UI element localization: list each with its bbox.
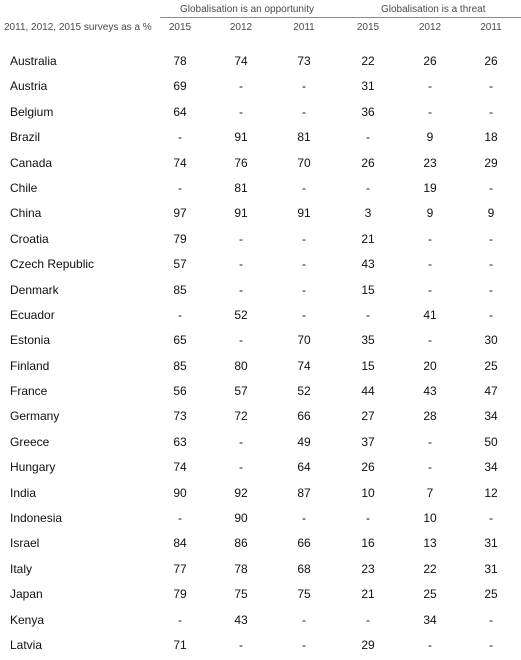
opportunity-2012-cell: - bbox=[239, 637, 243, 652]
threat-2012-cell: - bbox=[428, 79, 432, 94]
opportunity-2012-cell: 72 bbox=[234, 409, 248, 424]
opportunity-2015-cell: 84 bbox=[173, 536, 187, 551]
opportunity-2011-cell: 73 bbox=[297, 54, 311, 68]
country-name: Kenya bbox=[10, 612, 45, 627]
opportunity-2011-cell: - bbox=[302, 231, 306, 246]
table-row bbox=[0, 123, 521, 148]
threat-2012-cell: 22 bbox=[423, 561, 437, 576]
threat-2011-cell: 9 bbox=[487, 206, 495, 221]
threat-2012-cell: 26 bbox=[423, 54, 437, 68]
country-name: Hungary bbox=[10, 460, 56, 475]
threat-2015-cell: 35 bbox=[361, 333, 375, 348]
country-name: Czech Republic bbox=[10, 257, 95, 272]
threat-2012-cell: 19 bbox=[423, 180, 437, 195]
threat-2015-cell: 29 bbox=[361, 637, 375, 652]
opportunity-2015-cell: - bbox=[178, 511, 182, 526]
threat-2015-cell: 15 bbox=[361, 282, 375, 297]
survey-note: 2011, 2012, 2015 surveys as a % bbox=[4, 22, 152, 33]
opportunity-2012-cell: - bbox=[239, 104, 243, 119]
opportunity-2011-cell: - bbox=[302, 104, 306, 119]
opportunity-2012-cell: 90 bbox=[234, 511, 248, 526]
opportunity-2011-cell: - bbox=[302, 511, 306, 526]
threat-2012-cell: 41 bbox=[423, 307, 437, 322]
table-row bbox=[0, 504, 521, 529]
opportunity-2011-cell: 74 bbox=[297, 358, 311, 373]
threat-2012-cell: - bbox=[428, 104, 432, 119]
country-name: Italy bbox=[10, 561, 33, 576]
opportunity-2012-cell: 74 bbox=[234, 54, 248, 68]
opportunity-2011-cell: 75 bbox=[297, 587, 311, 602]
table-row bbox=[0, 250, 521, 275]
country-name: Canada bbox=[10, 155, 53, 170]
threat-2015-cell: 23 bbox=[361, 561, 375, 576]
opportunity-2012-cell: - bbox=[239, 434, 243, 449]
threat-2012-cell: 10 bbox=[423, 511, 437, 526]
threat-2011-cell: 26 bbox=[484, 54, 498, 68]
table-row bbox=[0, 276, 521, 301]
opportunity-2012-cell: 91 bbox=[234, 130, 248, 145]
table-row bbox=[0, 98, 521, 123]
threat-2011-cell: - bbox=[489, 282, 493, 297]
opportunity-2015-cell: 57 bbox=[173, 257, 187, 272]
opportunity-2012-cell: - bbox=[239, 333, 243, 348]
opportunity-2011-cell: - bbox=[302, 307, 306, 322]
opportunity-2012-cell: 57 bbox=[234, 384, 248, 399]
country-name: Brazil bbox=[10, 130, 41, 145]
table-row bbox=[0, 606, 521, 631]
opportunity-2012-cell: 86 bbox=[234, 536, 248, 551]
table-row bbox=[0, 72, 521, 97]
threat-2012-cell: - bbox=[428, 333, 432, 348]
opportunity-2012-cell: 76 bbox=[234, 155, 248, 170]
threat-2015-cell: 16 bbox=[361, 536, 375, 551]
threat-2011-cell: - bbox=[489, 637, 493, 652]
year-header-threat-2012: 2012 bbox=[418, 22, 442, 33]
opportunity-2012-cell: 81 bbox=[234, 180, 248, 195]
table-row bbox=[0, 47, 521, 72]
opportunity-2012-cell: - bbox=[239, 282, 243, 297]
opportunity-2011-cell: 81 bbox=[297, 130, 311, 145]
threat-2015-cell: 27 bbox=[361, 409, 375, 424]
threat-2011-cell: - bbox=[489, 79, 493, 94]
threat-2011-cell: 18 bbox=[484, 130, 498, 145]
threat-2015-cell: - bbox=[366, 511, 370, 526]
threat-2011-cell: - bbox=[489, 104, 493, 119]
threat-2012-cell: 25 bbox=[423, 587, 437, 602]
threat-2012-cell: - bbox=[428, 460, 432, 475]
opportunity-2011-cell: 70 bbox=[297, 155, 311, 170]
country-name: Israel bbox=[10, 536, 40, 551]
opportunity-2011-cell: 49 bbox=[297, 434, 311, 449]
table-row bbox=[0, 428, 521, 453]
opportunity-2015-cell: - bbox=[178, 180, 182, 195]
opportunity-2015-cell: - bbox=[178, 130, 182, 145]
country-name: Denmark bbox=[10, 282, 59, 297]
threat-2011-cell: - bbox=[489, 257, 493, 272]
survey-table bbox=[0, 47, 521, 656]
threat-2015-cell: 44 bbox=[361, 384, 375, 399]
threat-2011-cell: - bbox=[489, 231, 493, 246]
opportunity-2015-cell: 73 bbox=[173, 409, 187, 424]
opportunity-2011-cell: - bbox=[302, 282, 306, 297]
table-row bbox=[0, 326, 521, 351]
threat-2012-cell: 28 bbox=[423, 409, 437, 424]
opportunity-2011-cell: - bbox=[302, 180, 306, 195]
opportunity-2015-cell: 77 bbox=[173, 561, 187, 576]
opportunity-2012-cell: 80 bbox=[234, 358, 248, 373]
threat-2015-cell: - bbox=[366, 130, 370, 145]
opportunity-2012-cell: - bbox=[239, 460, 243, 475]
threat-2011-cell: 47 bbox=[484, 384, 498, 399]
threat-2015-cell: 26 bbox=[361, 460, 375, 475]
threat-2011-cell: 25 bbox=[484, 587, 498, 602]
threat-2012-cell: 13 bbox=[423, 536, 437, 551]
country-name: Japan bbox=[10, 587, 43, 602]
opportunity-2015-cell: 90 bbox=[173, 485, 187, 500]
table-row bbox=[0, 479, 521, 504]
table-row bbox=[0, 199, 521, 224]
opportunity-2011-cell: 91 bbox=[297, 206, 311, 221]
opportunity-2015-cell: 65 bbox=[173, 333, 187, 348]
opportunity-2015-cell: 79 bbox=[173, 231, 187, 246]
table-row bbox=[0, 174, 521, 199]
opportunity-2015-cell: 74 bbox=[173, 460, 187, 475]
threat-2015-cell: 10 bbox=[361, 485, 375, 500]
opportunity-2012-cell: - bbox=[239, 257, 243, 272]
country-name: Germany bbox=[10, 409, 60, 424]
threat-2012-cell: - bbox=[428, 637, 432, 652]
country-name: Australia bbox=[10, 54, 57, 68]
country-name: Austria bbox=[10, 79, 48, 94]
table-row bbox=[0, 225, 521, 250]
opportunity-2012-cell: 91 bbox=[234, 206, 248, 221]
year-header-opportunity-2015: 2015 bbox=[168, 22, 192, 33]
opportunity-2011-cell: 52 bbox=[297, 384, 311, 399]
threat-2012-cell: 23 bbox=[423, 155, 437, 170]
threat-2012-cell: - bbox=[428, 434, 432, 449]
threat-2015-cell: - bbox=[366, 307, 370, 322]
threat-2015-cell: 26 bbox=[361, 155, 375, 170]
table-row bbox=[0, 402, 521, 427]
country-name: India bbox=[10, 485, 37, 500]
table-row bbox=[0, 529, 521, 554]
threat-2015-cell: 31 bbox=[361, 79, 375, 94]
country-name: Greece bbox=[10, 434, 50, 449]
opportunity-2015-cell: 63 bbox=[173, 434, 187, 449]
opportunity-2011-cell: 68 bbox=[297, 561, 311, 576]
threat-2015-cell: - bbox=[366, 180, 370, 195]
country-name: Finland bbox=[10, 358, 50, 373]
threat-2015-cell: 22 bbox=[361, 54, 375, 68]
country-name: China bbox=[10, 206, 42, 221]
country-name: Estonia bbox=[10, 333, 51, 348]
threat-2012-cell: 7 bbox=[426, 485, 434, 500]
threat-2015-cell: 3 bbox=[364, 206, 372, 221]
column-header-row bbox=[0, 22, 521, 36]
opportunity-2015-cell: 79 bbox=[173, 587, 187, 602]
opportunity-2015-cell: 85 bbox=[173, 282, 187, 297]
table-row bbox=[0, 377, 521, 402]
opportunity-2012-cell: 75 bbox=[234, 587, 248, 602]
opportunity-2015-cell: 74 bbox=[173, 155, 187, 170]
table-row bbox=[0, 453, 521, 478]
country-name: Chile bbox=[10, 180, 38, 195]
threat-2011-cell: 12 bbox=[484, 485, 498, 500]
threat-2011-cell: - bbox=[489, 612, 493, 627]
country-name: Croatia bbox=[10, 231, 49, 246]
opportunity-2011-cell: 87 bbox=[297, 485, 311, 500]
threat-2011-cell: 31 bbox=[484, 561, 498, 576]
opportunity-2015-cell: - bbox=[178, 307, 182, 322]
threat-2015-cell: 37 bbox=[361, 434, 375, 449]
opportunity-2011-cell: - bbox=[302, 612, 306, 627]
threat-2012-cell: 34 bbox=[423, 612, 437, 627]
threat-group-header: Globalisation is a threat bbox=[381, 4, 486, 15]
opportunity-2015-cell: 85 bbox=[173, 358, 187, 373]
opportunity-2015-cell: 69 bbox=[173, 79, 187, 94]
threat-2011-cell: - bbox=[489, 307, 493, 322]
opportunity-2012-cell: - bbox=[239, 231, 243, 246]
country-name: Latvia bbox=[10, 637, 43, 652]
threat-2011-cell: 30 bbox=[484, 333, 498, 348]
threat-2012-cell: 9 bbox=[426, 206, 434, 221]
threat-2015-cell: 21 bbox=[361, 587, 375, 602]
table-row bbox=[0, 631, 521, 656]
threat-2011-cell: 34 bbox=[484, 460, 498, 475]
threat-2015-cell: 21 bbox=[361, 231, 375, 246]
threat-2012-cell: - bbox=[428, 257, 432, 272]
opportunity-2011-cell: 66 bbox=[297, 536, 311, 551]
opportunity-2015-cell: 71 bbox=[173, 637, 187, 652]
opportunity-2012-cell: 43 bbox=[234, 612, 248, 627]
table-row bbox=[0, 352, 521, 377]
threat-2015-cell: 36 bbox=[361, 104, 375, 119]
opportunity-2011-cell: 70 bbox=[297, 333, 311, 348]
opportunity-2012-cell: 92 bbox=[234, 485, 248, 500]
threat-2012-cell: 43 bbox=[423, 384, 437, 399]
country-name: Ecuador bbox=[10, 307, 55, 322]
opportunity-2011-cell: - bbox=[302, 79, 306, 94]
opportunity-2012-cell: 78 bbox=[234, 561, 248, 576]
threat-2011-cell: 29 bbox=[484, 155, 498, 170]
opportunity-2015-cell: 78 bbox=[173, 54, 187, 68]
opportunity-group-header: Globalisation is an opportunity bbox=[180, 4, 314, 15]
opportunity-2015-cell: 64 bbox=[173, 104, 187, 119]
opportunity-2012-cell: - bbox=[239, 79, 243, 94]
opportunity-2015-cell: 56 bbox=[173, 384, 187, 399]
threat-2011-cell: - bbox=[489, 180, 493, 195]
table-row bbox=[0, 555, 521, 580]
year-header-opportunity-2012: 2012 bbox=[229, 22, 253, 33]
threat-2011-cell: - bbox=[489, 511, 493, 526]
opportunity-2011-cell: 64 bbox=[297, 460, 311, 475]
threat-2011-cell: 34 bbox=[484, 409, 498, 424]
threat-2012-cell: 9 bbox=[426, 130, 434, 145]
opportunity-2015-cell: - bbox=[178, 612, 182, 627]
year-header-threat-2011: 2011 bbox=[480, 22, 502, 33]
threat-2012-cell: 20 bbox=[423, 358, 437, 373]
threat-2015-cell: 43 bbox=[361, 257, 375, 272]
table-row bbox=[0, 301, 521, 326]
opportunity-2011-cell: - bbox=[302, 637, 306, 652]
threat-2012-cell: - bbox=[428, 282, 432, 297]
opportunity-2011-cell: 66 bbox=[297, 409, 311, 424]
country-name: France bbox=[10, 384, 48, 399]
threat-header-divider bbox=[350, 17, 521, 18]
country-name: Belgium bbox=[10, 104, 54, 119]
table-row bbox=[0, 580, 521, 605]
threat-2011-cell: 31 bbox=[484, 536, 498, 551]
threat-2015-cell: 15 bbox=[361, 358, 375, 373]
year-header-opportunity-2011: 2011 bbox=[293, 22, 315, 33]
table-row bbox=[0, 149, 521, 174]
threat-2011-cell: 25 bbox=[484, 358, 498, 373]
year-header-threat-2015: 2015 bbox=[356, 22, 380, 33]
threat-2012-cell: - bbox=[428, 231, 432, 246]
country-name: Indonesia bbox=[10, 511, 63, 526]
threat-2011-cell: 50 bbox=[484, 434, 498, 449]
threat-2015-cell: - bbox=[366, 612, 370, 627]
opportunity-2012-cell: 52 bbox=[234, 307, 248, 322]
opportunity-2011-cell: - bbox=[302, 257, 306, 272]
opportunity-2015-cell: 97 bbox=[173, 206, 187, 221]
opportunity-header-divider bbox=[160, 17, 355, 18]
